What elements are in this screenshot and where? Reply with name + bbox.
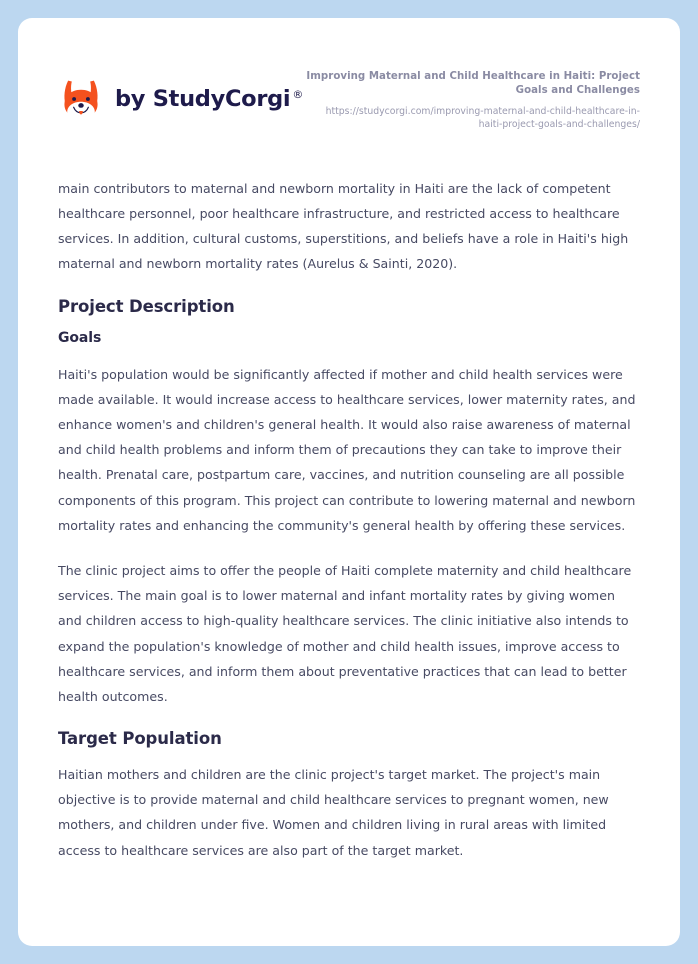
registered-trademark-icon: ® bbox=[292, 87, 304, 101]
brand-logo bbox=[58, 68, 303, 122]
target-population-paragraph: Haitian mothers and children are the clinic project's target market. The project's main objective is to provide maternal and child healthcare services to pregnant women, new mothers, and children under five. Women and children living in rural areas with limited access to healthcare services are also part of the target market. bbox=[58, 767, 609, 858]
brand-wordmark-text: by StudyCorgi bbox=[115, 86, 291, 112]
brand-wordmark bbox=[115, 86, 303, 112]
corgi-logo-icon bbox=[58, 76, 104, 122]
heading-project-description: Project Description bbox=[58, 296, 235, 316]
header-meta bbox=[303, 68, 640, 132]
document-header bbox=[18, 18, 680, 132]
document-url[interactable]: https://studycorgi.com/improving-maternal-and-child-healthcare-in-haiti-project-goals-and-challenges/ bbox=[325, 105, 640, 131]
intro-paragraph: main contributors to maternal and newborn mortality in Haiti are the lack of competent healthcare personnel, poor healthcare infrastructure, and restricted access to healthcare services. In addition, cultural customs, superstitions, and beliefs have a role in Haiti's high maternal and newborn mortality rates (Aurelus & Sainti, 2020). bbox=[58, 180, 629, 272]
goals-paragraph-2: The clinic project aims to offer the people of Haiti complete maternity and child healthcare services. The main goal is to lower maternal and infant mortality rates by giving women and children access to high-quality healthcare services. The clinic initiative also intends to expand the population's knowledge of mother and child health issues, improve access to healthcare services, and inform them about preventative practices that can lead to better health outcomes. bbox=[58, 562, 632, 704]
document-title: Improving Maternal and Child Healthcare in Haiti: Project Goals and Challenges bbox=[306, 71, 640, 97]
heading-goals: Goals bbox=[58, 329, 102, 346]
goals-paragraph-1: Haiti's population would be significantly affected if mother and child health services were made available. It would increase access to healthcare services, lower maternity rates, and enhance women's and children's general health. It would also raise awareness of maternal and child health problems and inform them of precautions they can take to improve their health. Prenatal care, postpartum care, vaccines, and nutrition counseling are all possible components of this program. This project can contribute to lowering maternal and newborn mortality rates and enhancing the community's general health by offering these services. bbox=[58, 366, 636, 533]
document-body bbox=[18, 176, 680, 863]
document-page bbox=[18, 18, 680, 946]
heading-target-population: Target Population bbox=[58, 729, 222, 749]
